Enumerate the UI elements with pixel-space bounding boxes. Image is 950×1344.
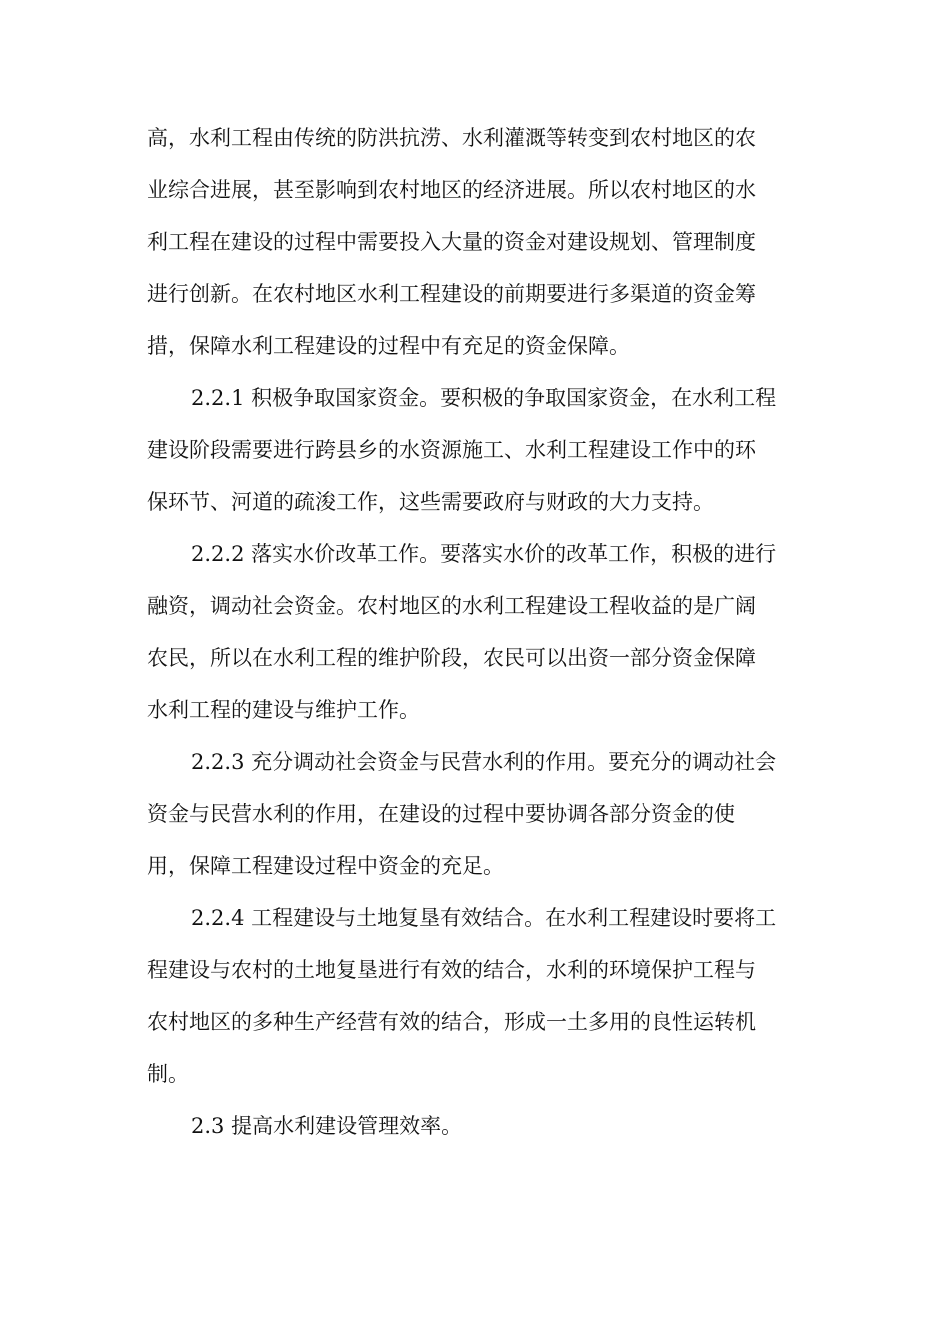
text-line: 2.2.4 工程建设与土地复垦有效结合。在水利工程建设时要将工: [191, 906, 777, 930]
text-line: 措，保障水利工程建设的过程中有充足的资金保障。: [147, 334, 630, 358]
text-line: 农民，所以在水利工程的维护阶段，农民可以出资一部分资金保障: [147, 646, 756, 670]
paragraph-2-3: [147, 1100, 807, 1152]
paragraph-2-2-2: [147, 528, 807, 736]
paragraph-2-2-3: [147, 736, 807, 892]
text-line: 资金与民营水利的作用，在建设的过程中要协调各部分资金的使: [147, 802, 735, 826]
text-line: 2.2.2 落实水价改革工作。要落实水价的改革工作，积极的进行: [191, 542, 777, 566]
text-line: 用，保障工程建设过程中资金的充足。: [147, 854, 504, 878]
text-line: 制。: [147, 1062, 189, 1086]
text-line: 保环节、河道的疏浚工作，这些需要政府与财政的大力支持。: [147, 490, 714, 514]
document-body: [147, 112, 807, 1152]
text-line: 水利工程的建设与维护工作。: [147, 698, 420, 722]
text-line: 建设阶段需要进行跨县乡的水资源施工、水利工程建设工作中的环: [147, 438, 756, 462]
paragraph-2-2-1: [147, 372, 807, 528]
text-line: 2.2.1 积极争取国家资金。要积极的争取国家资金，在水利工程: [191, 386, 777, 410]
text-line: 业综合进展，甚至影响到农村地区的经济进展。所以农村地区的水: [147, 178, 756, 202]
paragraph-continuation: [147, 112, 807, 372]
paragraph-2-2-4: [147, 892, 807, 1100]
text-line: 农村地区的多种生产经营有效的结合，形成一土多用的良性运转机: [147, 1010, 756, 1034]
text-line: 高，水利工程由传统的防洪抗涝、水利灌溉等转变到农村地区的农: [147, 126, 756, 150]
text-line: 利工程在建设的过程中需要投入大量的资金对建设规划、管理制度: [147, 230, 756, 254]
text-line: 融资，调动社会资金。农村地区的水利工程建设工程收益的是广阔: [147, 594, 756, 618]
text-line: 2.2.3 充分调动社会资金与民营水利的作用。要充分的调动社会: [191, 750, 777, 774]
section-heading: 2.3 提高水利建设管理效率。: [191, 1114, 463, 1138]
text-line: 进行创新。在农村地区水利工程建设的前期要进行多渠道的资金筹: [147, 282, 756, 306]
text-line: 程建设与农村的土地复垦进行有效的结合，水利的环境保护工程与: [147, 958, 756, 982]
